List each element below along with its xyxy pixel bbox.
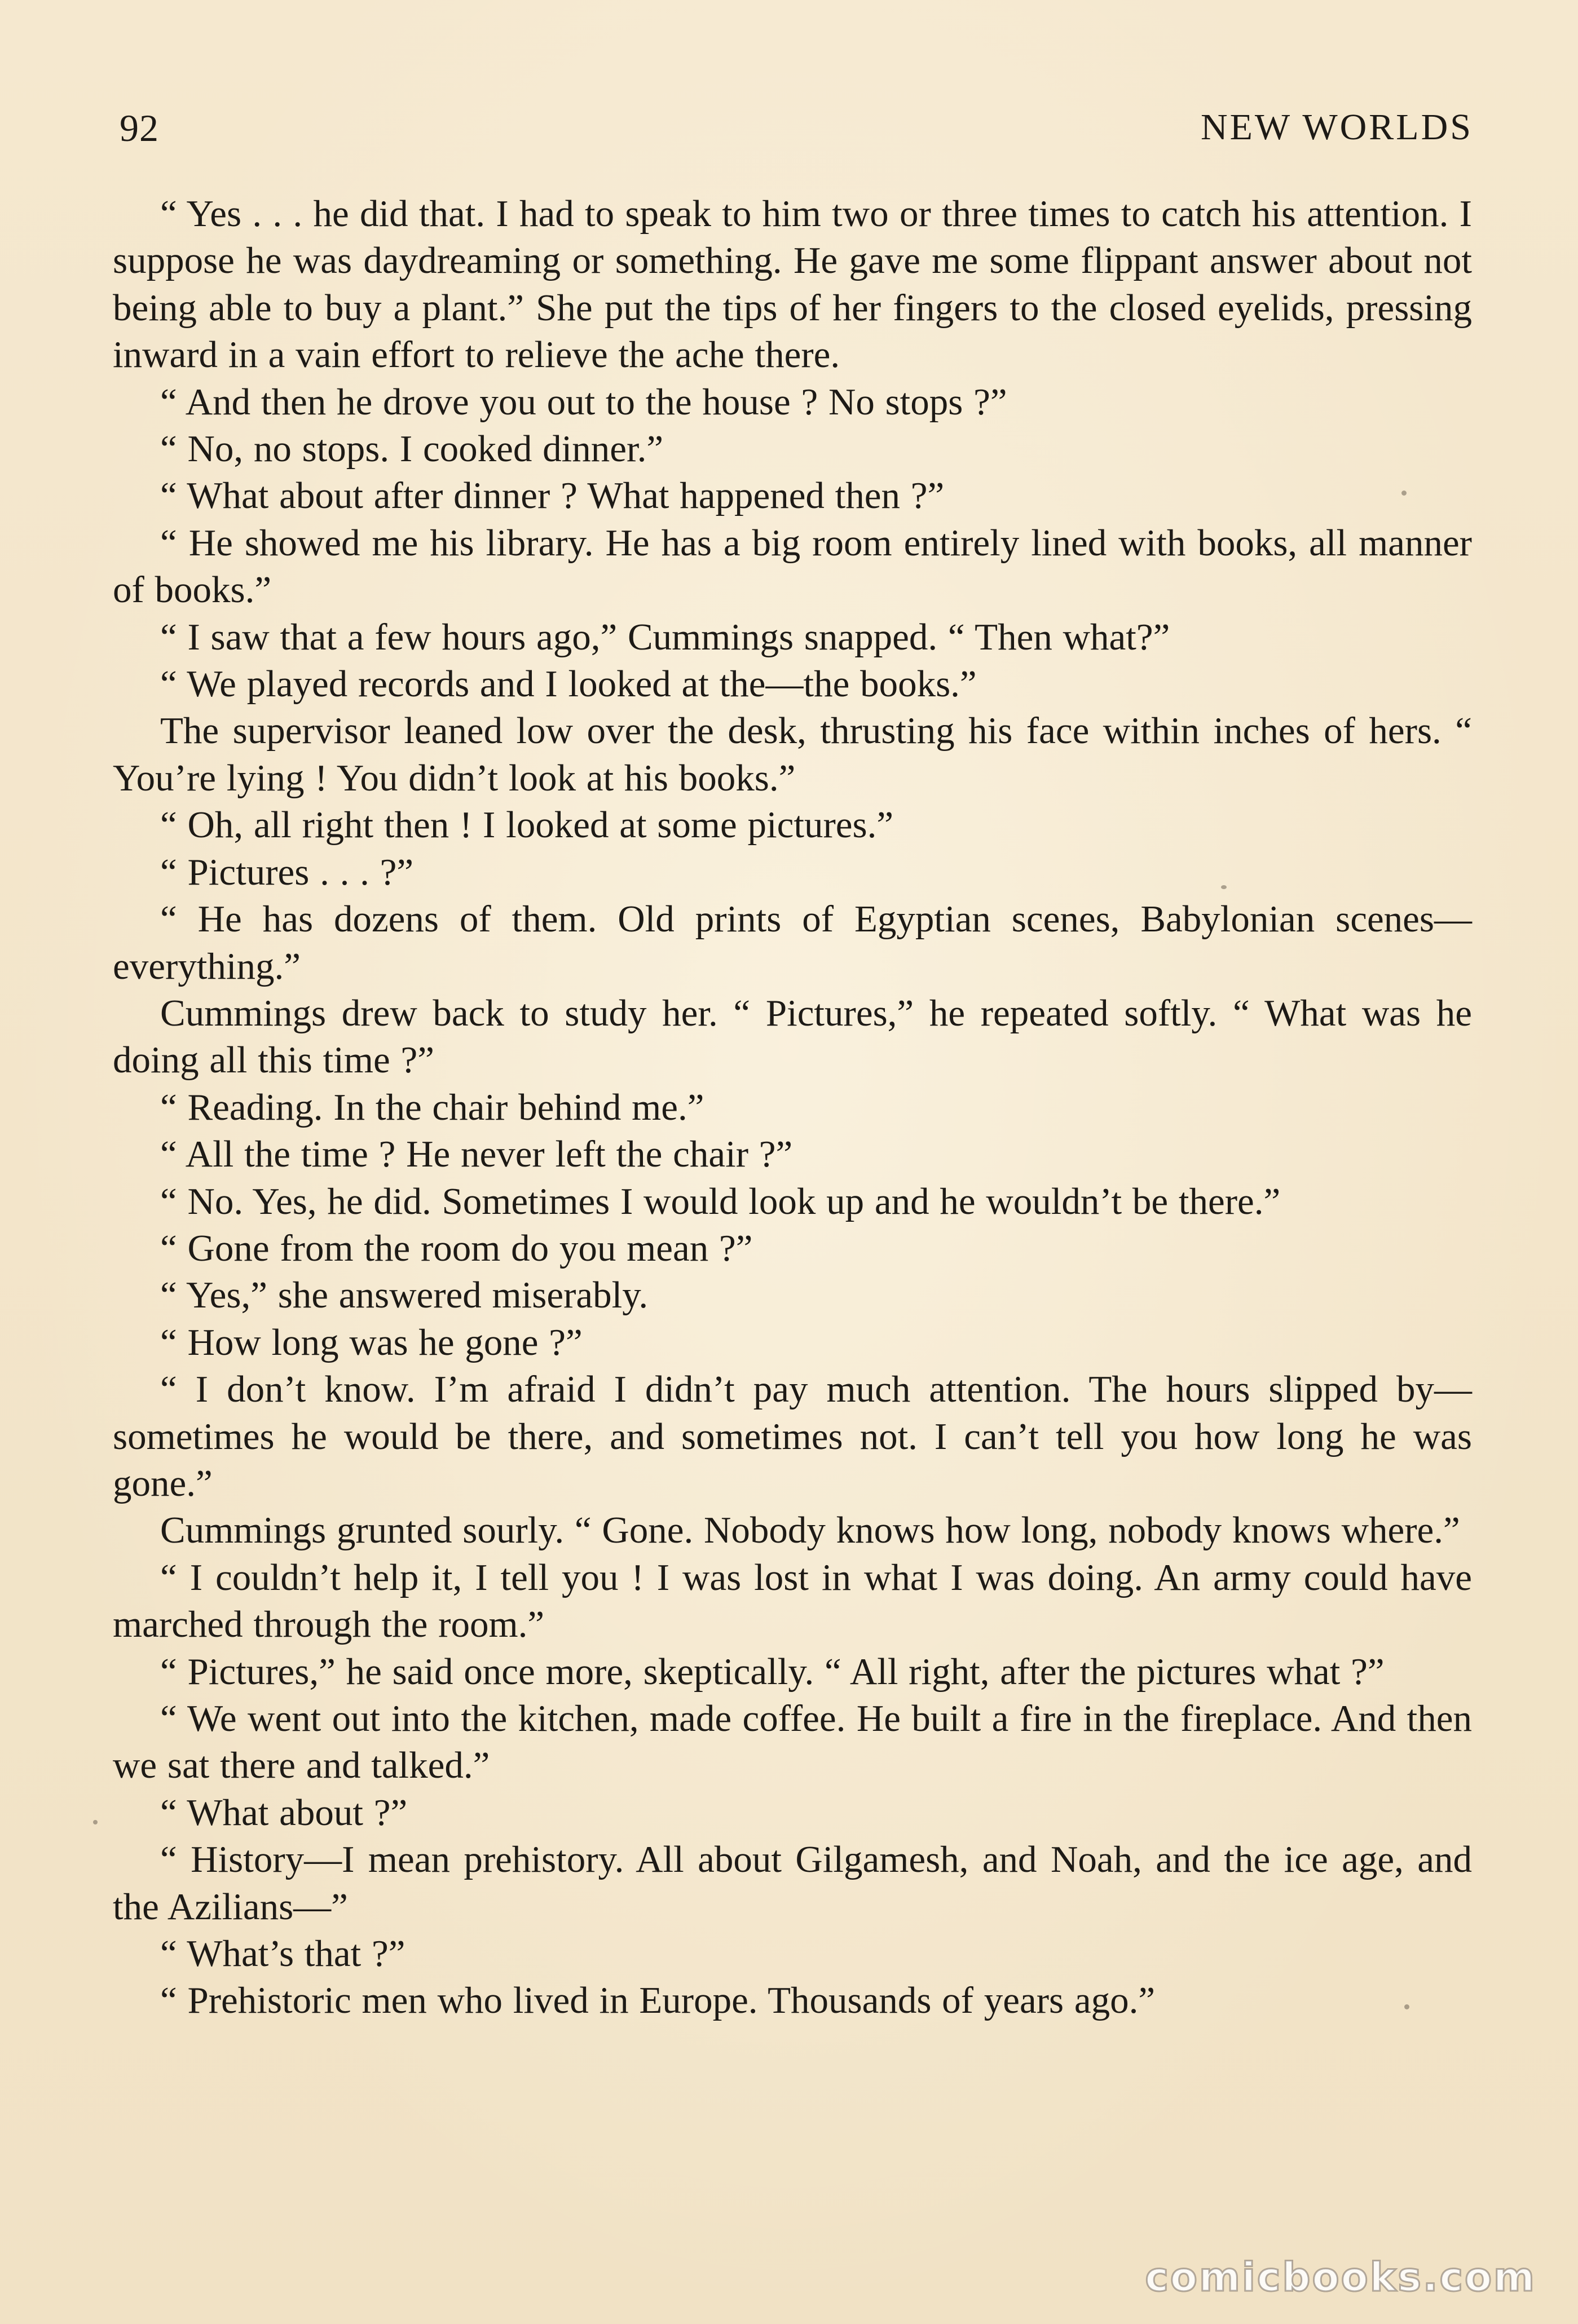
paragraph: “ No. Yes, he did. Sometimes I would look up and he wouldn’t be there.”	[160, 1180, 1281, 1222]
paragraph: “ Yes . . . he did that. I had to speak to him two or three times to catch his attention. I suppose he was daydreaming or something. He gave me some flippant answer about not being able to buy a plant.” She put the tips of her fingers to the closed eyelids, pressing inward in a vain effort to relieve the ache there.	[113, 193, 1472, 376]
paragraph: “ He showed me his library. He has a big room entirely lined with books, all manner of books.”	[113, 522, 1472, 611]
paragraph: “ What about ?”	[160, 1791, 408, 1833]
paragraph: “ All the time ? He never left the chair ?”	[160, 1133, 793, 1176]
page-number: 92	[120, 107, 159, 149]
ink-fleck	[1221, 885, 1227, 889]
paragraph: “ History—I mean prehistory. All about Gilgamesh, and Noah, and the ice age, and the Azilians—”	[113, 1839, 1472, 1928]
paragraph: Cummings grunted sourly. “ Gone. Nobody knows how long, nobody knows where.”	[160, 1509, 1460, 1552]
paragraph: “ I couldn’t help it, I tell you ! I was lost in what I was doing. An army could have marched through the room.”	[113, 1556, 1472, 1646]
paragraph: “ Pictures . . . ?”	[160, 851, 414, 893]
paragraph: “ No, no stops. I cooked dinner.”	[160, 428, 664, 470]
body-text	[113, 191, 1472, 2025]
page-header	[120, 96, 1473, 164]
ink-fleck	[1401, 491, 1407, 496]
paragraph: “ Pictures,” he said once more, skeptically. “ All right, after the pictures what ?”	[160, 1650, 1385, 1693]
paragraph: “ Reading. In the chair behind me.”	[160, 1086, 704, 1128]
paragraph: “ We went out into the kitchen, made coffee. He built a fire in the fireplace. And then we sat there and talked.”	[113, 1698, 1472, 1787]
paragraph: The supervisor leaned low over the desk, thrusting his face within inches of hers. “ You’re lying ! You didn’t look at his books.”	[113, 710, 1472, 799]
paragraph: “ I don’t know. I’m afraid I didn’t pay much attention. The hours slipped by—sometimes he would be there, and sometimes not. I can’t tell you how long he was gone.”	[113, 1368, 1472, 1504]
ink-fleck	[1404, 2004, 1409, 2009]
ink-fleck	[93, 1820, 98, 1824]
paragraph: “ He has dozens of them. Old prints of Egyptian scenes, Babylonian scenes—everything.”	[113, 898, 1472, 987]
paragraph: “ I saw that a few hours ago,” Cummings snapped. “ Then what?”	[160, 616, 1170, 658]
paragraph: “ Yes,” she answered miserably.	[160, 1274, 649, 1316]
paragraph: “ What’s that ?”	[160, 1933, 405, 1975]
watermark: comicbooks.com	[1145, 2254, 1536, 2300]
paragraph: “ We played records and I looked at the—the books.”	[160, 663, 977, 705]
paragraph: “ Prehistoric men who lived in Europe. Thousands of years ago.”	[160, 1980, 1156, 2022]
paragraph: “ How long was he gone ?”	[160, 1321, 583, 1363]
paragraph: “ What about after dinner ? What happened then ?”	[160, 475, 945, 517]
paragraph: “ Gone from the room do you mean ?”	[160, 1227, 753, 1269]
paragraph: “ Oh, all right then ! I looked at some pictures.”	[160, 804, 894, 846]
paragraph: “ And then he drove you out to the house ? No stops ?”	[160, 381, 1007, 423]
paragraph: Cummings drew back to study her. “ Pictures,” he repeated softly. “ What was he doing all this time ?”	[113, 992, 1472, 1081]
running-head: NEW WORLDS	[1200, 107, 1473, 148]
